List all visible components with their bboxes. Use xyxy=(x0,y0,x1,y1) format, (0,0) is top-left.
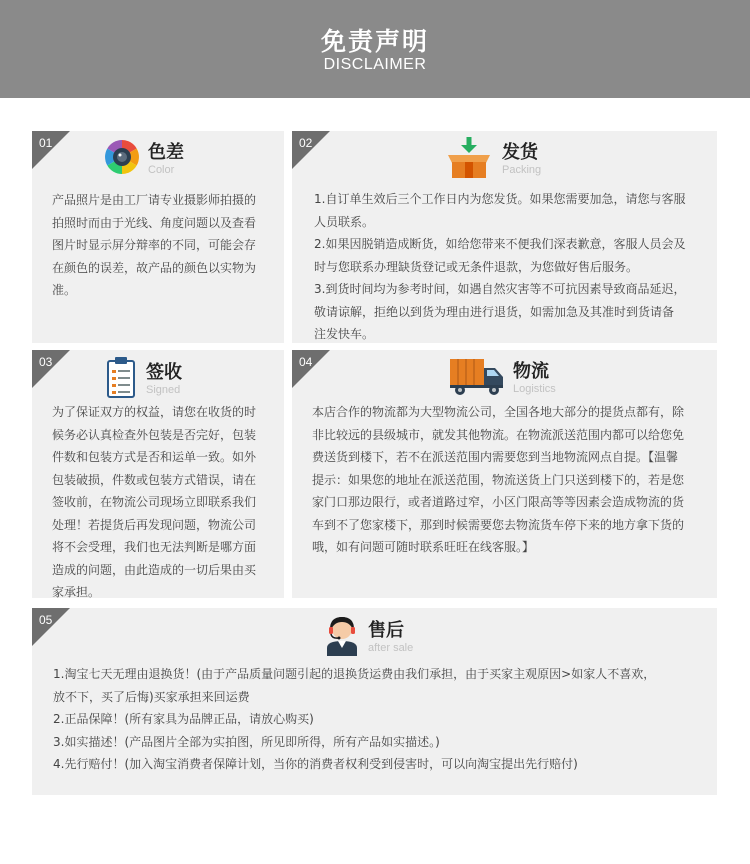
body-line: 包装破损，件数或包装方式错误，请在 xyxy=(52,472,257,487)
card-title: 物流 xyxy=(513,360,549,382)
card-heading xyxy=(106,356,182,402)
package-icon xyxy=(444,135,494,183)
body-line: 1.淘宝七天无理由退换货！(由于产品质量问题引起的退换货运费由我们承担，由于买家主观原因>如家人不喜欢， xyxy=(53,667,656,681)
card-body xyxy=(314,188,714,343)
card-title: 色差 xyxy=(148,141,184,163)
body-line: 3.到货时间均为参考时间，如遇自然灾害等不可抗因素导致商品延迟， xyxy=(314,282,686,296)
body-line: 家门口那边限行，或者道路过窄，小区门限高等等因素会造成物流的货 xyxy=(312,495,685,509)
page-subtitle: DISCLAIMER xyxy=(323,56,427,73)
body-line: 费送货到楼下，若不在派送范围内需要您到当地物流网点自提。【温馨 xyxy=(312,450,679,464)
body-line: 敬请谅解，拒绝以到货为理由进行退货，如需加急及其准时到货请备 xyxy=(314,304,675,319)
body-line: 拍照时而由于光线、角度问题以及查看 xyxy=(52,215,257,230)
card-subtitle: Signed xyxy=(146,383,181,396)
body-line: 放不下，买了后悔)买家承担来回运费 xyxy=(53,689,250,704)
card-body xyxy=(52,189,277,302)
number-label: 02 xyxy=(299,136,313,150)
body-line: 为了保证双方的权益，请您在收货的时 xyxy=(52,405,257,419)
body-line: 2.如果因脱销造成断货，如给您带来不便我们深表歉意，客服人员会及 xyxy=(314,237,686,251)
body-line: 时与您联系办理缺货登记或无条件退款，为您做好售后服务。 xyxy=(314,259,639,274)
card-heading xyxy=(444,135,541,183)
body-line: 件数和包装方式是否和运单一致。如外 xyxy=(52,450,257,464)
number-label: 03 xyxy=(39,355,53,369)
body-line: 在颜色的误差，故产品的颜色以实物为 xyxy=(52,260,257,275)
body-line: 注发快车。 xyxy=(314,327,375,341)
body-line: 家承担。 xyxy=(52,585,101,598)
body-line: 3.如实描述！(产品图片全部为实拍图，所见即所得，所有产品如实描述。) xyxy=(53,734,440,749)
body-line: 处理！若提货后再发现问题，物流公司 xyxy=(52,517,257,532)
card-body xyxy=(53,663,713,776)
card-body xyxy=(312,401,712,559)
body-line: 哦，如有问题可随时联系旺旺在线客服。】 xyxy=(312,540,535,554)
page-header xyxy=(0,0,750,98)
card-body xyxy=(52,401,277,598)
truck-icon xyxy=(449,356,505,400)
body-line: 非比较远的县级城市，就发其他物流。在物流派送范围内都可以给您免 xyxy=(312,427,685,442)
page-title: 免责声明 xyxy=(320,27,429,56)
card-subtitle: after sale xyxy=(368,641,414,654)
card-subtitle: Color xyxy=(148,163,175,176)
card-title: 发货 xyxy=(502,141,538,163)
body-line: 本店合作的物流都为大型物流公司，全国各地大部分的提货点都有，除 xyxy=(312,405,685,419)
body-line: 人员联系。 xyxy=(314,214,375,229)
card-signed xyxy=(32,350,284,598)
body-line: 2.正品保障！(所有家具为品牌正品，请放心购买) xyxy=(53,712,314,726)
card-subtitle: Logistics xyxy=(513,382,556,395)
body-line: 提示：如果您的地址在派送范围，物流送货上门只送到楼下的，若是您 xyxy=(312,472,685,487)
body-line: 产品照片是由工厂请专业摄影师拍摄的 xyxy=(52,193,257,207)
body-line: 车到不了您家楼下，那到时候需要您去物流货车停下来的地方拿下货的 xyxy=(312,517,685,532)
card-heading xyxy=(324,614,413,660)
number-label: 05 xyxy=(39,613,53,627)
card-heading xyxy=(449,356,556,400)
card-title: 签收 xyxy=(146,361,182,383)
body-line: 候务必认真检查外包装是否完好，包装 xyxy=(52,427,257,442)
customer-service-icon xyxy=(324,614,360,660)
clipboard-icon xyxy=(106,356,136,402)
card-subtitle: Packing xyxy=(502,163,542,176)
body-line: 将不会受理，我们也无法判断是哪方面 xyxy=(52,540,257,554)
card-title: 售后 xyxy=(368,619,404,641)
body-line: 准。 xyxy=(52,283,77,297)
number-label: 04 xyxy=(299,355,313,369)
card-logistics xyxy=(292,350,717,598)
card-heading xyxy=(104,139,184,179)
body-line: 1.自订单生效后三个工作日内为您发货。如果您需要加急，请您与客服 xyxy=(314,192,686,206)
body-line: 图片时显示屏分辩率的不同，可能会存 xyxy=(52,238,257,252)
body-line: 造成的问题，由此造成的一切后果由买 xyxy=(52,562,257,577)
number-label: 01 xyxy=(39,136,53,150)
card-shipping xyxy=(292,131,717,343)
body-line: 4.先行赔付！(加入淘宝消费者保障计划，当你的消费者权利受到侵害时，可以向淘宝提出先行赔付) xyxy=(53,757,578,771)
card-color xyxy=(32,131,284,343)
body-line: 签收前，在物流公司现场立即联系我们 xyxy=(52,495,257,509)
camera-lens-icon xyxy=(104,139,140,179)
card-aftersale xyxy=(32,608,717,795)
